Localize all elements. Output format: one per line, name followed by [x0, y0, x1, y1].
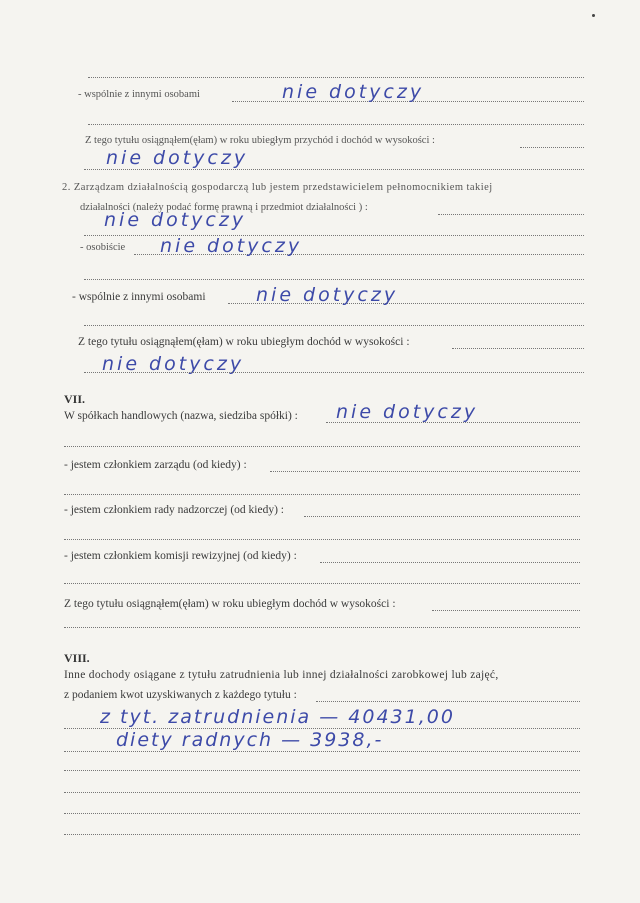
income-value: nie dotyczy [106, 147, 249, 169]
item2-line1: 2. Zarządzam działalnością gospodarczą lub jestem przedstawicielem pełnomocnikiem takiej [62, 182, 493, 193]
dotted-line [452, 348, 584, 349]
dotted-line [64, 813, 580, 814]
dotted-line [64, 446, 580, 447]
dotted-line [64, 494, 580, 495]
dotted-line [88, 124, 584, 125]
dotted-line [88, 77, 584, 78]
dotted-line [84, 235, 584, 236]
viii-entry1: z tyt. zatrudnienia — 40431,00 [100, 706, 455, 728]
dotted-line [84, 279, 584, 280]
board-label: - jestem członkiem zarządu (od kiedy) : [64, 459, 247, 471]
corner-mark [592, 14, 595, 17]
dotted-line [270, 471, 580, 472]
dotted-line [84, 325, 584, 326]
jointly2-label: - wspólnie z innymi osobami [72, 291, 206, 303]
dotted-line [438, 214, 584, 215]
item2-value: nie dotyczy [104, 209, 247, 231]
jointly2-value: nie dotyczy [256, 284, 399, 306]
section-vii-heading: VII. [64, 392, 86, 406]
dotted-line [520, 147, 584, 148]
audit-label: - jestem członkiem komisji rewizyjnej (od kiedy) : [64, 550, 297, 562]
dotted-line [64, 792, 580, 793]
dotted-line [64, 583, 580, 584]
income-label: Z tego tytułu osiągnąłem(ęłam) w roku ubiegłym przychód i dochód w wysokości : [85, 135, 435, 146]
dotted-line [64, 770, 580, 771]
supervisory-label: - jestem członkiem rady nadzorczej (od kiedy) : [64, 504, 285, 516]
item2-line2: działalności (należy podać formę prawną i przedmiot działalności ) : [80, 202, 368, 213]
viii-line1: Inne dochody osiągane z tytułu zatrudnienia lub innej działalności zarobkowej lub zajęć, [64, 669, 499, 681]
dotted-line [432, 610, 580, 611]
vii-income-label: Z tego tytułu osiągnąłem(ęłam) w roku ubiegłym dochód w wysokości : [64, 598, 396, 610]
dotted-line [84, 372, 584, 373]
dotted-line [320, 562, 580, 563]
personally-value: nie dotyczy [160, 235, 303, 257]
personally-label: - osobiście [80, 242, 126, 253]
dotted-line [64, 751, 580, 752]
companies-label: W spółkach handlowych (nazwa, siedziba spółki) : [64, 410, 298, 422]
dotted-line [316, 701, 580, 702]
viii-entry2: diety radnych — 3938,- [116, 729, 384, 751]
dotted-line [64, 539, 580, 540]
section-viii-heading: VIII. [64, 651, 90, 665]
dotted-line [64, 834, 580, 835]
viii-line2: z podaniem kwot uzyskiwanych z każdego tytułu : [64, 689, 297, 701]
income2-label: Z tego tytułu osiągnąłem(ęłam) w roku ubiegłym dochód w wysokości : [78, 336, 410, 348]
income2-value: nie dotyczy [102, 353, 245, 375]
companies-value: nie dotyczy [336, 401, 479, 423]
jointly-value: nie dotyczy [282, 81, 425, 103]
dotted-line [84, 169, 584, 170]
dotted-line [304, 516, 580, 517]
jointly-label: - wspólnie z innymi osobami [78, 89, 200, 100]
dotted-line [64, 627, 580, 628]
